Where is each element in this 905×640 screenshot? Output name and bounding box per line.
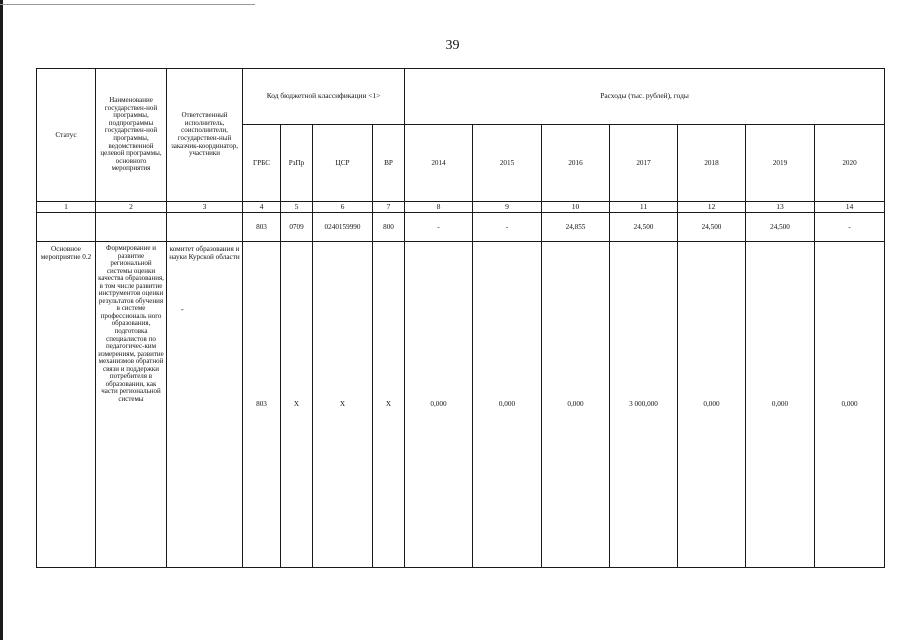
header-status: Статус bbox=[37, 69, 96, 202]
row-value-2015: - bbox=[473, 213, 542, 242]
column-number: 10 bbox=[542, 202, 610, 213]
row-grbs: 803 bbox=[243, 242, 281, 568]
row-value-2016: 24,855 bbox=[542, 213, 610, 242]
column-number: 3 bbox=[167, 202, 243, 213]
header-expenses: Расходы (тыс. рублей), годы bbox=[405, 69, 885, 125]
header-csr: ЦСР bbox=[313, 125, 373, 202]
header-year-2020: 2020 bbox=[815, 125, 885, 202]
row-grbs: 803 bbox=[243, 213, 281, 242]
column-number: 8 bbox=[405, 202, 473, 213]
row-value-2014: - bbox=[405, 213, 473, 242]
row-value-2020: - bbox=[815, 213, 885, 242]
column-number: 14 bbox=[815, 202, 885, 213]
header-row-1 bbox=[37, 69, 885, 125]
column-number: 12 bbox=[678, 202, 746, 213]
header-year-2014: 2014 bbox=[405, 125, 473, 202]
column-number: 1 bbox=[37, 202, 96, 213]
column-number: 7 bbox=[373, 202, 405, 213]
header-year-2016: 2016 bbox=[542, 125, 610, 202]
row-value-2018: 0,000 bbox=[678, 242, 746, 568]
stray-mark: - bbox=[181, 305, 184, 314]
table-row bbox=[37, 213, 885, 242]
header-budget-code: Код бюджетной классификации <1> bbox=[243, 69, 405, 125]
column-number: 6 bbox=[313, 202, 373, 213]
page-number: 39 bbox=[445, 38, 460, 53]
row-executor: комитет образования и науки Курской области bbox=[167, 242, 243, 568]
column-number: 4 bbox=[243, 202, 281, 213]
column-number: 11 bbox=[610, 202, 678, 213]
table-row bbox=[37, 242, 885, 568]
row-name: Формирование и развитие региональной системы оценки качества образования, в том числе развитие инструментов оценки результатов обучения в системе профессиональ ного образования, подготовка специалистов по педагогичес-ким измерениям, развитие механизмов обратной связи и поддержки потребителя в образовании, как части региональной системы bbox=[96, 242, 167, 568]
row-value-2017: 3 000,000 bbox=[610, 242, 678, 568]
row-value-2016: 0,000 bbox=[542, 242, 610, 568]
row-status: Основное мероприятие 0.2 bbox=[37, 242, 96, 568]
column-numbers-row bbox=[37, 202, 885, 213]
header-rzpr: РзПр bbox=[281, 125, 313, 202]
header-vr: ВР bbox=[373, 125, 405, 202]
row-vr: 800 bbox=[373, 213, 405, 242]
row-value-2019: 24,500 bbox=[746, 213, 815, 242]
column-number: 13 bbox=[746, 202, 815, 213]
row-csr: X bbox=[313, 242, 373, 568]
header-executor: Ответственный исполнитель, соисполнители, государствен-ный заказчик-координатор, участники bbox=[167, 69, 243, 202]
row-value-2019: 0,000 bbox=[746, 242, 815, 568]
row-name bbox=[96, 213, 167, 242]
row-rzpr: 0709 bbox=[281, 213, 313, 242]
row-value-2015: 0,000 bbox=[473, 242, 542, 568]
row-executor bbox=[167, 213, 243, 242]
column-number: 2 bbox=[96, 202, 167, 213]
row-value-2017: 24,500 bbox=[610, 213, 678, 242]
row-vr: X bbox=[373, 242, 405, 568]
column-number: 5 bbox=[281, 202, 313, 213]
top-rule bbox=[0, 4, 255, 5]
page-edge bbox=[0, 0, 3, 640]
budget-table bbox=[36, 68, 885, 568]
header-grbs: ГРБС bbox=[243, 125, 281, 202]
row-rzpr: X bbox=[281, 242, 313, 568]
column-number: 9 bbox=[473, 202, 542, 213]
header-year-2018: 2018 bbox=[678, 125, 746, 202]
header-name: Наименование государствен-ной программы, подпрограммы государствен-ной программы, ведомственной целевой программы, основного мероприятия bbox=[96, 69, 167, 202]
row-value-2018: 24,500 bbox=[678, 213, 746, 242]
header-year-2019: 2019 bbox=[746, 125, 815, 202]
header-year-2015: 2015 bbox=[473, 125, 542, 202]
header-year-2017: 2017 bbox=[610, 125, 678, 202]
row-value-2020: 0,000 bbox=[815, 242, 885, 568]
row-csr: 0240159990 bbox=[313, 213, 373, 242]
row-status bbox=[37, 213, 96, 242]
row-value-2014: 0,000 bbox=[405, 242, 473, 568]
